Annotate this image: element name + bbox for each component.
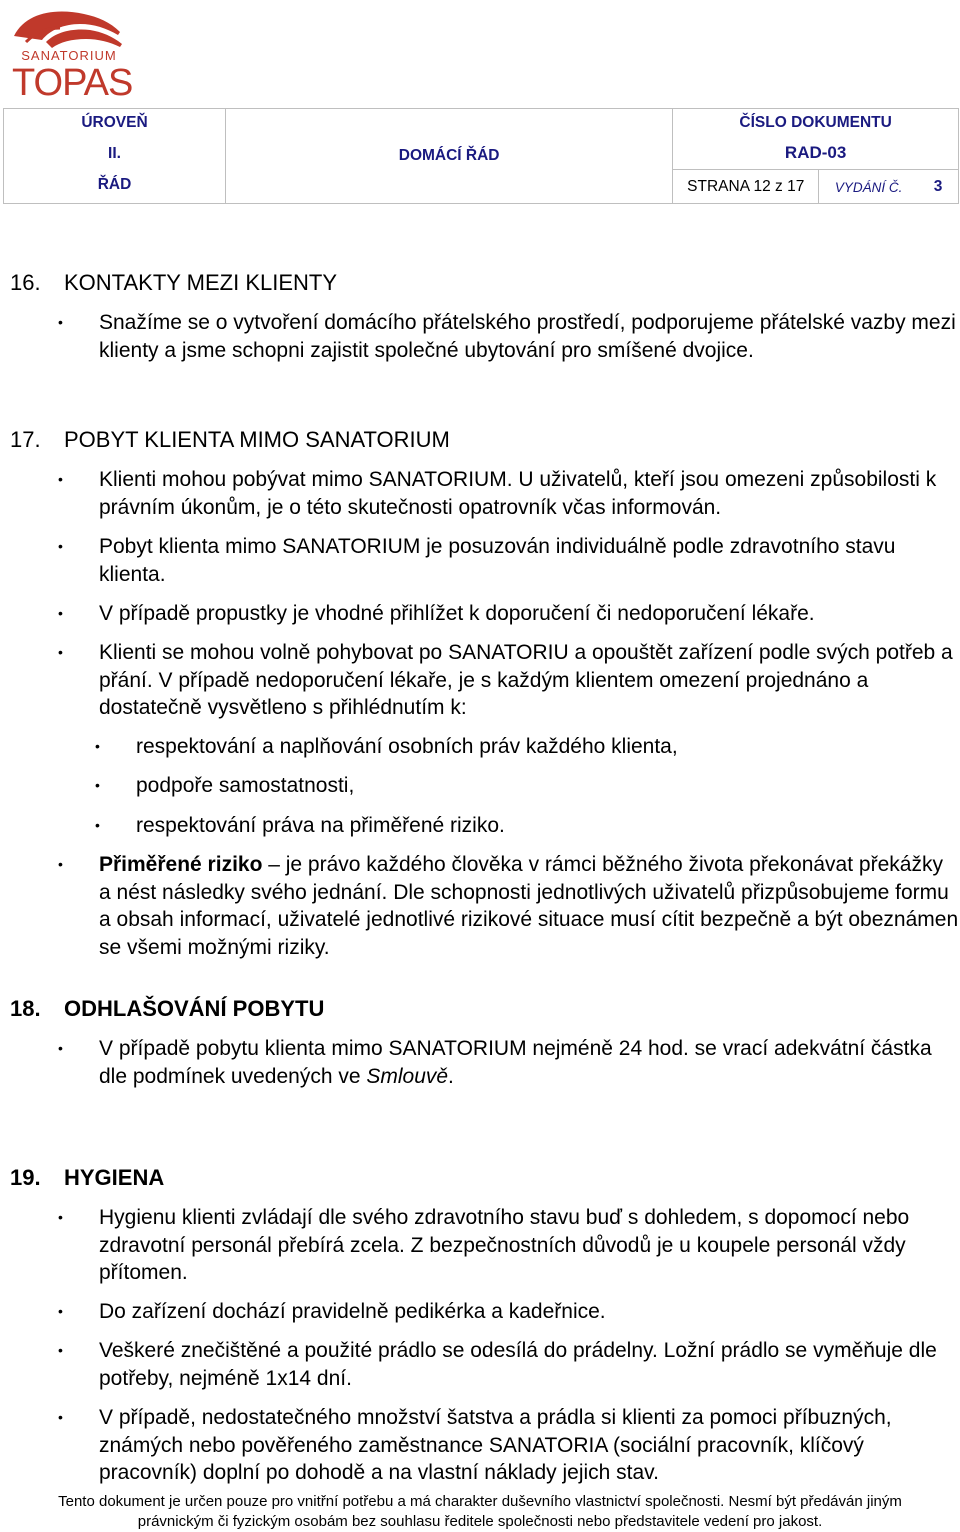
bullet-icon: • xyxy=(95,817,100,833)
sub-list-item: • podpoře samostatnosti, xyxy=(98,772,958,800)
bullet-icon: • xyxy=(58,1303,63,1319)
level-value: II. xyxy=(108,145,121,162)
sanatorium-logo xyxy=(6,2,133,104)
section-heading-16 xyxy=(10,270,337,296)
page-footer xyxy=(0,1492,960,1532)
bullet-icon: • xyxy=(58,1342,63,1358)
section-title: KONTAKTY MEZI KLIENTY xyxy=(64,270,338,295)
section-number: 17. xyxy=(10,427,41,452)
type-value: ŘÁD xyxy=(97,176,132,193)
docnum-label: ČÍSLO DOKUMENTU xyxy=(739,114,892,131)
bullet-icon: • xyxy=(58,471,63,487)
bullet-icon: • xyxy=(58,538,63,554)
risk-term: Přiměřené riziko xyxy=(99,853,263,876)
bullet-icon: • xyxy=(95,777,100,793)
bullet-icon: • xyxy=(95,738,100,754)
list-item: • V případě propustky je vhodné přihlížet k doporučení či nedoporučení lékaře. xyxy=(61,600,959,628)
list-item: • Snažíme se o vytvoření domácího přátelského prostředí, podporujeme přátelské vazby mezi klienty a jsme schopni zajistit společné ubytování pro smíšené dvojice. xyxy=(58,311,956,362)
section-heading-19 xyxy=(10,1165,164,1191)
list-item: • Do zařízení dochází pravidelně pedikérka a kadeřnice. xyxy=(61,1298,959,1326)
page-number: STRANA 12 z 17 xyxy=(687,178,805,195)
bullet-icon: • xyxy=(58,314,63,330)
section-number: 16. xyxy=(10,270,41,295)
list-item xyxy=(58,851,959,961)
section-title: ODHLAŠOVÁNÍ POBYTU xyxy=(64,996,325,1021)
list-item: • Klienti se mohou volně pohybovat po SANATORIU a opouštět zařízení podle svých potřeb a přání. V případě nedoporučení lékaře, je s každým klientem omezení projednáno a dostatečně vysvětleno s přihlédnutím k: xyxy=(58,641,953,719)
issue-label: VYDÁNÍ Č. xyxy=(834,179,903,195)
doc-title: DOMÁCÍ ŘÁD xyxy=(226,109,673,204)
level-label: ÚROVEŇ xyxy=(81,114,148,131)
logo-small-text: SANATORIUM xyxy=(21,48,117,63)
list-item: • Klienti mohou pobývat mimo SANATORIUM. U uživatelů, kteří jsou omezeni způsobilosti k právním úkonům, je o této skutečnosti opatrovník včas informován. xyxy=(58,468,937,519)
list-item: • Pobyt klienta mimo SANATORIUM je posuzován individuálně podle zdravotního stavu klienta. xyxy=(58,535,896,586)
hands-logo-icon xyxy=(6,2,126,52)
section-heading-18 xyxy=(10,996,324,1022)
logo-big-text: TOPAS xyxy=(12,62,133,104)
issue-value: 3 xyxy=(933,178,943,195)
list-item: • V případě pobytu klienta mimo SANATORIUM nejméně 24 hod. se vrací adekvátní částka dle podmínek uvedených ve Smlouvě. xyxy=(58,1037,932,1088)
sub-list-item: • respektování a naplňování osobních práv každého klienta, xyxy=(98,733,958,761)
bullet-icon: • xyxy=(58,1040,63,1056)
section-title: HYGIENA xyxy=(64,1165,165,1190)
risk-definition: – je právo každého člověka v rámci běžného života překonávat překážky a nést následky svého jednání. Dle schopnosti jednotlivých uživatelů přizpůsobujeme formu a obsah informací, uživatelé jednotlivé rizikové situace musí cítit bezpečně a být obeznámen se všemi možnými riziky. xyxy=(99,853,959,959)
docnum-cell xyxy=(673,109,959,204)
level-cell xyxy=(4,109,226,204)
section-heading-17 xyxy=(10,427,450,453)
bullet-icon: • xyxy=(58,644,63,660)
section-title: POBYT KLIENTA MIMO SANATORIUM xyxy=(64,427,450,452)
contract-reference: Smlouvě xyxy=(366,1064,449,1088)
bullet-icon: • xyxy=(58,605,63,621)
bullet-icon: • xyxy=(58,1409,63,1425)
list-item: • V případě, nedostatečného množství šatstva a prádla si klienti za pomoci příbuzných, známých nebo pověřeného zaměstnance SANATORIA (sociální pracovník, klíčový pracovník) doplní po dohodě a na vlastní náklady jejich stav. xyxy=(58,1406,892,1484)
bullet-icon: • xyxy=(58,856,63,872)
section-number: 18. xyxy=(10,996,41,1021)
docnum-value: RAD-03 xyxy=(784,143,847,162)
footer-line-1: Tento dokument je určen pouze pro vnitřní potřebu a má charakter duševního vlastnictví společnosti. Nesmí být předáván jiným xyxy=(58,1493,902,1510)
footer-line-2: právnickým či fyzickým osobám bez souhlasu ředitele společnosti nebo představitele vedení pro jakost. xyxy=(137,1513,823,1530)
bullet-icon: • xyxy=(58,1209,63,1225)
list-item: • Veškeré znečištěné a použité prádlo se odesílá do prádelny. Ložní prádlo se vyměňuje dle potřeby, nejméně 1x14 dní. xyxy=(58,1339,937,1390)
list-item: • Hygienu klienti zvládají dle svého zdravotního stavu buď s dohledem, s dopomocí nebo zdravotní personál přebírá zcela. Z bezpečnostních důvodů je u koupele personál vždy přítomen. xyxy=(58,1206,910,1284)
sub-list-item: • respektování práva na přiměřené riziko. xyxy=(98,812,958,840)
document-header-table xyxy=(3,108,959,204)
section-number: 19. xyxy=(10,1165,41,1190)
